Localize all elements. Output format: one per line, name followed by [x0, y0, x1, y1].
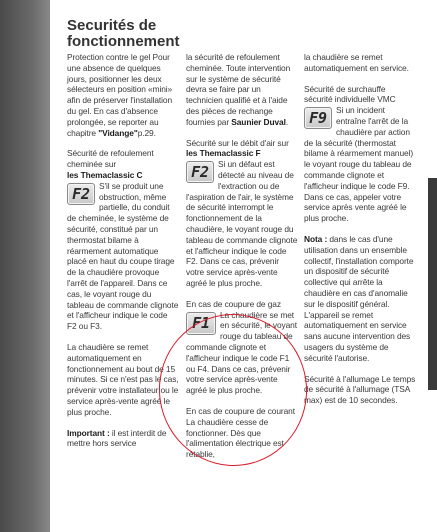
text-column-2 [186, 52, 298, 470]
important-label: Important : [67, 427, 110, 438]
flue-safety-text: S'il se produit une obstruction, même partielle, du conduit de cheminée, le système de sécurité, constitué par un thermostat bilame à réarmement automatique placé en haut du coupe tirage de la chaudière provoque l'arrêt de l'appareil. Dans ce cas, le voyant rouge du tableau de commande clignote et l'afficheur indique le code F2 ou F3. [67, 180, 179, 332]
power-cut-paragraph: En cas de coupure de courant La chaudière cesse de fonctionner. Dès que l'alimentation électrique est rétablie, [186, 405, 295, 460]
important-paragraph [67, 428, 179, 450]
frost-protection-paragraph [67, 52, 179, 138]
left-margin-gap [50, 0, 64, 532]
note-label: Nota : [304, 233, 328, 244]
flue-safety-heading: Sécurité de refoulement cheminée sur [67, 148, 154, 170]
note-text: dans le cas d'une utilisation dans un ensemble collectif, l'installation comporte un dispositif de sécurité collective qui arrête la chaudière en cas d'anomalie sur le dispositif général. L'appareil se remet automatiquement en service sans aucune intervention des usagers du système de sécurité l'autorise. [304, 233, 414, 363]
flue-safety-paragraph [67, 148, 179, 332]
gas-cut-heading: En cas de coupure de gaz [186, 298, 281, 309]
airflow-safety-model: les Themaclassic F [186, 148, 261, 159]
overheat-safety-heading: Sécurité de surchauffe sécurité individuelle VMC [304, 83, 396, 105]
section-tab-marker [428, 178, 437, 390]
power-restart-paragraph: la chaudière se remet automatiquement en service. [304, 52, 409, 73]
page-title: Securités de fonctionnement [67, 17, 180, 51]
fault-code-f1-badge: F1 [186, 312, 216, 335]
flue-safety-continued: la sécurité de refoulement cheminée. Toute intervention sur le système de sécurité devra se faire par un technicien qualifié et à l'aide des pièces de rechange fournies par Saunier Duval. [186, 52, 291, 127]
fault-code-f9-badge: F9 [304, 107, 332, 129]
frost-protection-text: Protection contre le gel Pour une absence de quelques jours, positionner les deux sélecteurs en position «mini» afin de préserver l'installation du gel. En cas d'absence prolongée, se reporter au chapitre [67, 52, 173, 138]
flue-safety-continued-text: la sécurité de refoulement cheminée. Toute intervention sur le système de sécurité devra se faire par un technicien qualifié et à l'aide des pièces de rechange fournies par [186, 52, 291, 127]
airflow-safety-text: Si un défaut est détecté au niveau de l'extraction ou de l'aspiration de l'air, le système de sécurité interrompt le fonctionnement de la chaudière, le voyant rouge du tableau de commande clignote et l'afficheur indique le code F2. [186, 159, 298, 267]
overheat-safety-paragraph [304, 84, 416, 224]
gas-cut-text: La chaudière se met en sécurité, le voyant rouge du tableau de commande clignote et l'afficheur indique le code F1 ou F4. Dans ce cas, prévenir votre service après-vente agréé le plus proche. [186, 309, 297, 396]
ignition-safety-paragraph: Sécurité à l'allumage Le temps de sécurité à l'allumage (TSA max) est de 10 secondes. [304, 373, 416, 406]
note-paragraph [304, 234, 416, 364]
airflow-safety-heading: Sécurité sur le débit d'air sur [186, 137, 289, 148]
drain-chapter-ref: "Vidange" [98, 127, 138, 138]
page-ref: p.29. [137, 127, 156, 138]
gas-cut-paragraph [186, 299, 298, 396]
text-column-3 [304, 52, 416, 416]
airflow-safety-advice: Dans ce cas, prévenir votre service après-vente agréé le plus proche. [186, 256, 279, 288]
important-text: il est interdit de mettre hors service [67, 427, 167, 449]
brand-name: Saunier Duval [231, 116, 286, 127]
overheat-safety-text: Si un incident entraîne l'arrêt de la chaudière par action de la sécurité (thermostat bilame à réarmement manuel) le voyant rouge du tableau de commande clignote et l'afficheur indique le code F9. Dans ce cas, appeler votre service après vente agréé le plus proche. [304, 105, 414, 224]
fault-code-f2-badge: F2 [186, 161, 214, 183]
airflow-safety-paragraph [186, 138, 298, 289]
auto-restart-paragraph: La chaudière se remet automatiquement en fonctionnement au bout de 15 minutes. Si ce n'est pas le cas, prévenir votre installateur ou le service après-vente agréé le plus proche. [67, 341, 179, 417]
flue-safety-model: les Themaclassic C [67, 169, 143, 180]
fault-code-f2-badge: F2 [67, 183, 95, 205]
text-column-1 [67, 52, 179, 459]
